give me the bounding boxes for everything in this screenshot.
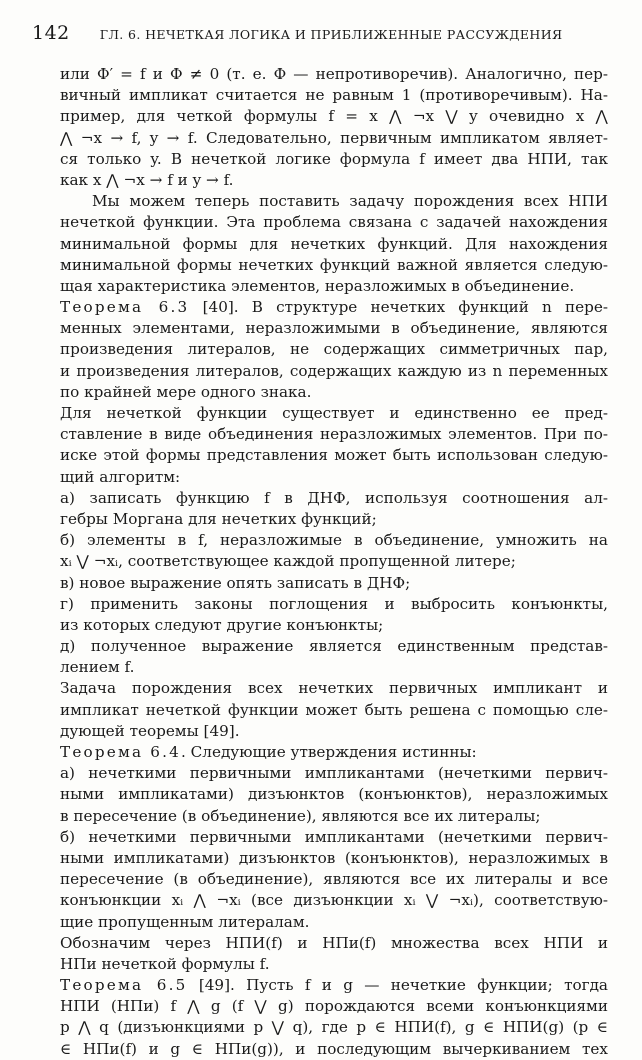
paragraph-start: Обозначим через НПИ(f) и НПи(f) множества всех НПИ и bbox=[60, 933, 608, 952]
theorem-text: . Следующие утверждения истинны: bbox=[181, 743, 477, 761]
text-line: пересечение (в объединение), являются все их литералы и все bbox=[60, 870, 608, 889]
theorem-item-a: а) нечеткими первичными импликантами (нечеткими первич- bbox=[60, 764, 608, 783]
text-line: xᵢ ⋁ ¬xᵢ, соответствующее каждой пропущенной литере; bbox=[60, 552, 516, 571]
text-line: НПи нечеткой формулы f. bbox=[60, 954, 270, 973]
text-line: или Ф′ = f и Ф ≠ 0 (т. е. Ф — непротиворечив). Аналогично, пер- bbox=[60, 65, 608, 83]
text-line: щая характеристика элементов, неразложимых в объединение. bbox=[60, 276, 575, 295]
text-line: ⋀ ¬x → f, y → f. Следовательно, первичным импликатом являет- bbox=[60, 128, 608, 147]
text-line: дующей теоремы [49]. bbox=[60, 721, 240, 740]
text-line: ставление в виде объединения неразложимых элементов. При по- bbox=[60, 425, 608, 444]
text-line: ∈ НПи(f) и g ∈ НПи(g)), и последующим вычеркиванием тех bbox=[60, 1039, 608, 1058]
text-line: ся только y. В нечеткой логике формула f имеет два НПИ, так bbox=[60, 149, 608, 168]
text-line: менных элементами, неразложимыми в объединение, являются bbox=[60, 319, 608, 338]
theorem-6-5-line bbox=[60, 975, 608, 996]
theorem-label: Теорема 6.4 bbox=[60, 743, 182, 761]
page-body bbox=[60, 64, 608, 1060]
theorem-item-b: б) нечеткими первичными импликантами (нечеткими первич- bbox=[60, 827, 608, 846]
text-line: импликат нечеткой функции может быть решена с помощью сле- bbox=[60, 700, 608, 719]
text-line: щие пропущенным литералам. bbox=[60, 912, 310, 931]
text-line: и произведения литералов, содержащих каждую из n переменных bbox=[60, 361, 608, 380]
text-line: ными импликатами) дизъюнктов (конъюнктов), неразложимых bbox=[60, 785, 608, 804]
text-line: нечеткой функции. Эта проблема связана с задачей нахождения bbox=[60, 213, 608, 232]
text-line: минимальной формы для нечетких функций. Для нахождения bbox=[60, 234, 608, 253]
algorithm-step-a: а) записать функцию f в ДНФ, используя соотношения ал- bbox=[60, 488, 608, 507]
algorithm-step-e: д) полученное выражение является единственным представ- bbox=[60, 637, 608, 656]
theorem-text: [49]. Пусть f и g — нечеткие функции; тогда bbox=[187, 976, 608, 995]
running-title: ГЛ. 6. НЕЧЕТКАЯ ЛОГИКА И ПРИБЛИЖЕННЫЕ РАССУЖДЕНИЯ bbox=[99, 27, 563, 42]
algorithm-step-c: в) новое выражение опять записать в ДНФ; bbox=[60, 573, 411, 592]
text-line: лением f. bbox=[60, 658, 135, 677]
paragraph-start: Мы можем теперь поставить задачу порождения всех НПИ bbox=[92, 192, 608, 211]
page-header bbox=[32, 22, 608, 50]
text-line: конъюнкции xᵢ ⋀ ¬xᵢ (все дизъюнкции xᵢ ⋁ ¬xᵢ), соответствую- bbox=[60, 891, 608, 910]
text-line: из которых следуют другие конъюнкты; bbox=[60, 615, 384, 634]
text-line: щий алгоритм: bbox=[60, 467, 181, 486]
text-line: p ⋀ q (дизъюнкциями p ⋁ q), где p ∈ НПИ(f), g ∈ НПИ(g) (p ∈ bbox=[60, 1018, 608, 1037]
theorem-6-3-line bbox=[60, 297, 608, 318]
text-line: иске этой формы представления может быть использован следую- bbox=[60, 446, 608, 465]
text-line: по крайней мере одного знака. bbox=[60, 382, 312, 401]
text-line: минимальной формы нечетких функций важной является следую- bbox=[60, 255, 608, 274]
paragraph-start: Для нечеткой функции существует и единственно ее пред- bbox=[60, 404, 608, 422]
text-line: НПИ (НПи) f ⋀ g (f ⋁ g) порождаются всеми конъюнкциями bbox=[60, 997, 608, 1016]
text-line: вичный импликат считается не равным 1 (противоречивым). На- bbox=[60, 86, 608, 105]
page-number: 142 bbox=[32, 22, 70, 44]
text-line: ными импликатами) дизъюнктов (конъюнктов), неразложимых в bbox=[60, 848, 608, 867]
theorem-label: Теорема 6.5 bbox=[60, 976, 188, 995]
theorem-6-4-line bbox=[60, 742, 608, 763]
text-line: в пересечение (в объединение), являются все их литералы; bbox=[60, 806, 541, 825]
algorithm-step-b: б) элементы в f, неразложимые в объединение, умножить на bbox=[60, 531, 608, 550]
text-line: как x ⋀ ¬x → f и y → f. bbox=[60, 170, 234, 189]
paragraph-start: Задача порождения всех нечетких первичных импликант и bbox=[60, 679, 608, 698]
text-line: гебры Моргана для нечетких функций; bbox=[60, 509, 377, 528]
text-line: произведения литералов, не содержащих симметричных пар, bbox=[60, 340, 608, 359]
algorithm-step-d: г) применить законы поглощения и выбросить конъюнкты, bbox=[60, 594, 608, 613]
text-line: пример, для четкой формулы f = x ⋀ ¬x ⋁ y очевидно x ⋀ bbox=[60, 107, 608, 126]
theorem-label: Теорема 6.3 bbox=[60, 298, 190, 317]
theorem-text: [40]. В структуре нечетких функций n пере- bbox=[189, 298, 608, 317]
